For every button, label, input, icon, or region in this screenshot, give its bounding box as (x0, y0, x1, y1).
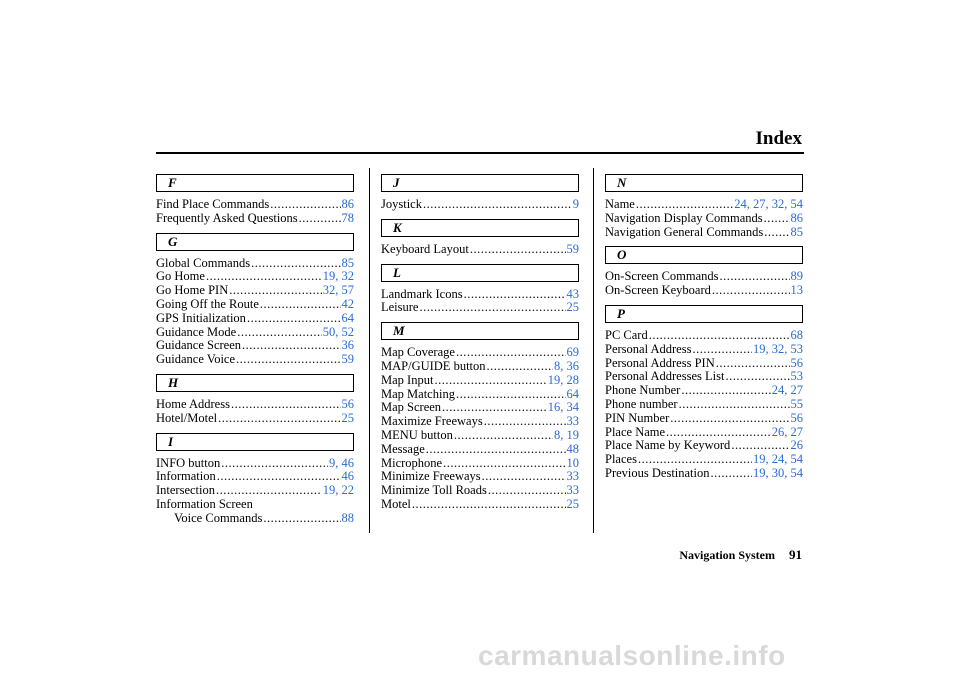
footer-page-number: 91 (789, 547, 802, 562)
index-entry (156, 298, 354, 312)
index-entry (156, 498, 354, 512)
page-reference-link[interactable]: 26, 27 (771, 424, 803, 439)
dot-leader (216, 484, 322, 498)
entry-term: Motel (381, 496, 411, 511)
page-reference-link[interactable]: 8, 36 (554, 358, 579, 373)
entry-term: Place Name by Keyword (605, 438, 731, 453)
entry-term: Maximize Freeways (381, 414, 483, 429)
dot-leader (419, 301, 565, 315)
page-reference-link[interactable]: 33 (566, 469, 579, 484)
page-title: Index (755, 128, 802, 149)
index-section (156, 433, 354, 526)
page-reference-link[interactable]: 64 (566, 386, 579, 401)
column-divider (369, 168, 370, 533)
page-reference-link[interactable]: 89 (790, 269, 803, 284)
entry-term: Leisure (381, 300, 419, 315)
dot-leader (260, 298, 341, 312)
index-entry (381, 288, 579, 302)
dot-leader (434, 374, 546, 388)
entry-term: Go Home (156, 269, 205, 284)
page-reference-link[interactable]: 25 (566, 300, 579, 315)
dot-leader (218, 412, 340, 426)
page-reference-link[interactable]: 69 (566, 345, 579, 360)
page-reference-link[interactable]: 19, 24, 54 (753, 452, 803, 467)
dot-leader (725, 370, 789, 384)
dot-leader (299, 212, 341, 226)
entry-term: Previous Destination (605, 465, 710, 480)
section-letter: J (381, 174, 579, 192)
dot-leader (484, 415, 566, 429)
index-column-2 (381, 174, 579, 512)
index-entry (605, 212, 803, 226)
index-entry (605, 226, 803, 240)
index-entry (156, 270, 354, 284)
index-entry (381, 243, 579, 257)
page-reference-link[interactable]: 53 (790, 369, 803, 384)
entry-term: Guidance Voice (156, 352, 236, 367)
entry-term: Keyboard Layout (381, 241, 469, 256)
dot-leader (666, 426, 771, 440)
index-entry (156, 470, 354, 484)
page-reference-link[interactable]: 85 (790, 224, 803, 239)
index-entry (605, 370, 803, 384)
entry-term: MAP/GUIDE button (381, 358, 486, 373)
dot-leader (670, 412, 789, 426)
page-reference-link[interactable]: 19, 32 (322, 269, 354, 284)
entry-term: Map Screen (381, 400, 442, 415)
index-section (381, 322, 579, 512)
index-entry (381, 360, 579, 374)
index-entry (156, 198, 354, 212)
dot-leader (636, 198, 733, 212)
page-reference-link[interactable]: 24, 27, 32, 54 (734, 197, 803, 211)
dot-leader (454, 429, 553, 443)
dot-leader (720, 270, 790, 284)
watermark: carmanualsonline.info (478, 640, 786, 671)
entry-term: Personal Address PIN (605, 355, 715, 370)
entry-term: Navigation General Commands (605, 224, 764, 239)
dot-leader (229, 284, 322, 298)
dot-leader (712, 284, 790, 298)
index-section (156, 374, 354, 426)
index-entry (605, 398, 803, 412)
page-reference-link[interactable]: 64 (341, 310, 354, 325)
index-entry (156, 512, 354, 526)
dot-leader (464, 288, 566, 302)
page-reference-link[interactable]: 85 (341, 255, 354, 270)
dot-leader (412, 498, 566, 512)
index-entry (605, 439, 803, 453)
footer-section-name: Navigation System (679, 548, 775, 562)
entry-term: PC Card (605, 327, 648, 342)
entry-term: Landmark Icons (381, 286, 463, 301)
page-reference-link[interactable]: 24, 27 (771, 383, 803, 398)
index-entry (605, 329, 803, 343)
page-reference-link[interactable]: 25 (341, 410, 354, 425)
section-letter: H (156, 374, 354, 392)
page-reference-link[interactable]: 19, 30, 54 (753, 465, 803, 480)
dot-leader (236, 353, 340, 367)
page-reference-link[interactable]: 19, 32, 53 (753, 341, 803, 356)
entry-term: Name (605, 197, 635, 211)
dot-leader (731, 439, 789, 453)
dot-leader (679, 398, 790, 412)
dot-leader (263, 512, 340, 526)
page-reference-link[interactable]: 19, 22 (322, 483, 354, 498)
entry-term: Place Name (605, 424, 666, 439)
index-entry (381, 484, 579, 498)
entry-term: Home Address (156, 396, 230, 411)
page-reference-link[interactable]: 42 (341, 296, 354, 311)
entry-term: Map Matching (381, 386, 455, 401)
dot-leader (482, 470, 566, 484)
page-reference-link[interactable]: 33 (566, 483, 579, 498)
page-reference-link[interactable]: 9, 46 (329, 455, 354, 470)
index-entry (381, 415, 579, 429)
dot-leader (488, 484, 566, 498)
index-entry (381, 498, 579, 512)
section-letter: I (156, 433, 354, 451)
dot-leader (487, 360, 553, 374)
dot-leader (242, 339, 340, 353)
page-reference-link[interactable]: 86 (341, 197, 354, 211)
dot-leader (231, 398, 341, 412)
dot-leader (681, 384, 770, 398)
index-entry (156, 257, 354, 271)
index-entry (605, 453, 803, 467)
index-entry (156, 312, 354, 326)
section-letter: P (605, 305, 803, 323)
dot-leader (426, 443, 566, 457)
entry-term: Places (605, 452, 637, 467)
section-letter: M (381, 322, 579, 340)
dot-leader (764, 226, 789, 240)
dot-leader (692, 343, 752, 357)
index-entry (605, 343, 803, 357)
dot-leader (443, 457, 565, 471)
dot-leader (217, 470, 341, 484)
page-reference-link[interactable]: 33 (566, 414, 579, 429)
dot-leader (237, 326, 322, 340)
index-entry (381, 457, 579, 471)
index-entry (381, 429, 579, 443)
entry-term: Message (381, 441, 425, 456)
index-section (381, 174, 579, 212)
index-section (605, 305, 803, 481)
page-reference-link[interactable]: 36 (341, 338, 354, 353)
dot-leader (423, 198, 572, 212)
page-reference-link[interactable]: 32, 57 (322, 283, 354, 298)
page-reference-link[interactable]: 9 (572, 197, 579, 211)
index-entry (381, 374, 579, 388)
index-column-1 (156, 174, 354, 526)
dot-leader (456, 346, 566, 360)
index-entry (605, 198, 803, 212)
index-entry (605, 384, 803, 398)
section-letter: N (605, 174, 803, 192)
index-entry (156, 326, 354, 340)
entry-term: On-Screen Commands (605, 269, 719, 284)
dot-leader (270, 198, 340, 212)
dot-leader (251, 257, 340, 271)
entry-term: Guidance Screen (156, 338, 242, 353)
column-divider (593, 168, 594, 533)
entry-term: Personal Addresses List (605, 369, 725, 384)
page-reference-link[interactable]: 56 (341, 396, 354, 411)
page-reference-link[interactable]: 86 (790, 210, 803, 225)
index-entry (381, 470, 579, 484)
index-section (156, 174, 354, 226)
dot-leader (638, 453, 752, 467)
entry-term: Guidance Mode (156, 324, 237, 339)
index-entry (381, 346, 579, 360)
page-reference-link[interactable]: 25 (566, 496, 579, 511)
page-reference-link[interactable]: 13 (790, 283, 803, 298)
section-letter: F (156, 174, 354, 192)
dot-leader (764, 212, 790, 226)
page-reference-link[interactable]: 19, 28 (547, 372, 579, 387)
page-reference-link[interactable]: 56 (790, 410, 803, 425)
index-entry (605, 357, 803, 371)
index-section (381, 264, 579, 316)
index-entry (605, 284, 803, 298)
section-letter: O (605, 246, 803, 264)
entry-term: Personal Address (605, 341, 692, 356)
index-entry (156, 339, 354, 353)
entry-term: On-Screen Keyboard (605, 283, 711, 298)
section-letter: G (156, 233, 354, 251)
page-reference-link[interactable]: 59 (341, 352, 354, 367)
dot-leader (649, 329, 790, 343)
index-entry (381, 198, 579, 212)
entry-term: Voice Commands (174, 510, 263, 525)
index-entry (381, 388, 579, 402)
index-entry (156, 353, 354, 367)
page-reference-link[interactable]: 43 (566, 286, 579, 301)
header-rule (156, 152, 804, 154)
index-entry (605, 467, 803, 481)
page-reference-link[interactable]: 8, 19 (554, 427, 579, 442)
page-reference-link[interactable]: 26 (790, 438, 803, 453)
entry-term: Navigation Display Commands (605, 210, 763, 225)
entry-term: Hotel/Motel (156, 410, 218, 425)
dot-leader (456, 388, 566, 402)
entry-term: Information Screen (156, 496, 253, 511)
entry-term: INFO button (156, 455, 221, 470)
index-entry (605, 412, 803, 426)
page-reference-link[interactable]: 68 (790, 327, 803, 342)
index-entry (156, 484, 354, 498)
page-reference-link[interactable]: 56 (790, 355, 803, 370)
entry-term: Going Off the Route (156, 296, 259, 311)
dot-leader (470, 243, 566, 257)
dot-leader (711, 467, 752, 481)
entry-term: Minimize Toll Roads (381, 483, 487, 498)
entry-term: PIN Number (605, 410, 670, 425)
page-footer (679, 547, 802, 563)
dot-leader (442, 401, 547, 415)
dot-leader (206, 270, 322, 284)
index-entry (605, 270, 803, 284)
section-letter: K (381, 219, 579, 237)
dot-leader (716, 357, 790, 371)
entry-term: Information (156, 469, 216, 484)
page-reference-link[interactable]: 46 (341, 469, 354, 484)
page-reference-link[interactable]: 10 (566, 455, 579, 470)
section-letter: L (381, 264, 579, 282)
entry-term: Find Place Commands (156, 197, 270, 211)
index-section (381, 219, 579, 257)
entry-term: Map Input (381, 372, 434, 387)
entry-term: MENU button (381, 427, 453, 442)
page-reference-link[interactable]: 50, 52 (322, 324, 354, 339)
index-entry (156, 457, 354, 471)
page-reference-link[interactable]: 16, 34 (547, 400, 579, 415)
entry-term: Go Home PIN (156, 283, 229, 298)
index-entry (605, 426, 803, 440)
index-entry (156, 284, 354, 298)
page-reference-link[interactable]: 78 (341, 210, 354, 225)
index-entry (156, 398, 354, 412)
dot-leader (247, 312, 341, 326)
entry-term: Global Commands (156, 255, 251, 270)
page-reference-link[interactable]: 55 (790, 396, 803, 411)
index-entry (156, 412, 354, 426)
index-entry (381, 301, 579, 315)
entry-term: Joystick (381, 197, 422, 211)
index-section (605, 246, 803, 298)
index-entry (156, 212, 354, 226)
entry-term: Microphone (381, 455, 443, 470)
entry-term: Phone number (605, 396, 678, 411)
index-column-3 (605, 174, 803, 481)
entry-term: Phone Number (605, 383, 681, 398)
index-section (605, 174, 803, 239)
page-reference-link[interactable]: 88 (341, 510, 354, 525)
page-reference-link[interactable]: 59 (566, 241, 579, 256)
entry-term: Minimize Freeways (381, 469, 481, 484)
entry-term: Map Coverage (381, 345, 455, 360)
entry-term: Intersection (156, 483, 216, 498)
index-section (156, 233, 354, 367)
entry-term: GPS Initialization (156, 310, 246, 325)
index-entry (381, 401, 579, 415)
dot-leader (221, 457, 328, 471)
index-entry (381, 443, 579, 457)
page-reference-link[interactable]: 48 (566, 441, 579, 456)
entry-term: Frequently Asked Questions (156, 210, 298, 225)
